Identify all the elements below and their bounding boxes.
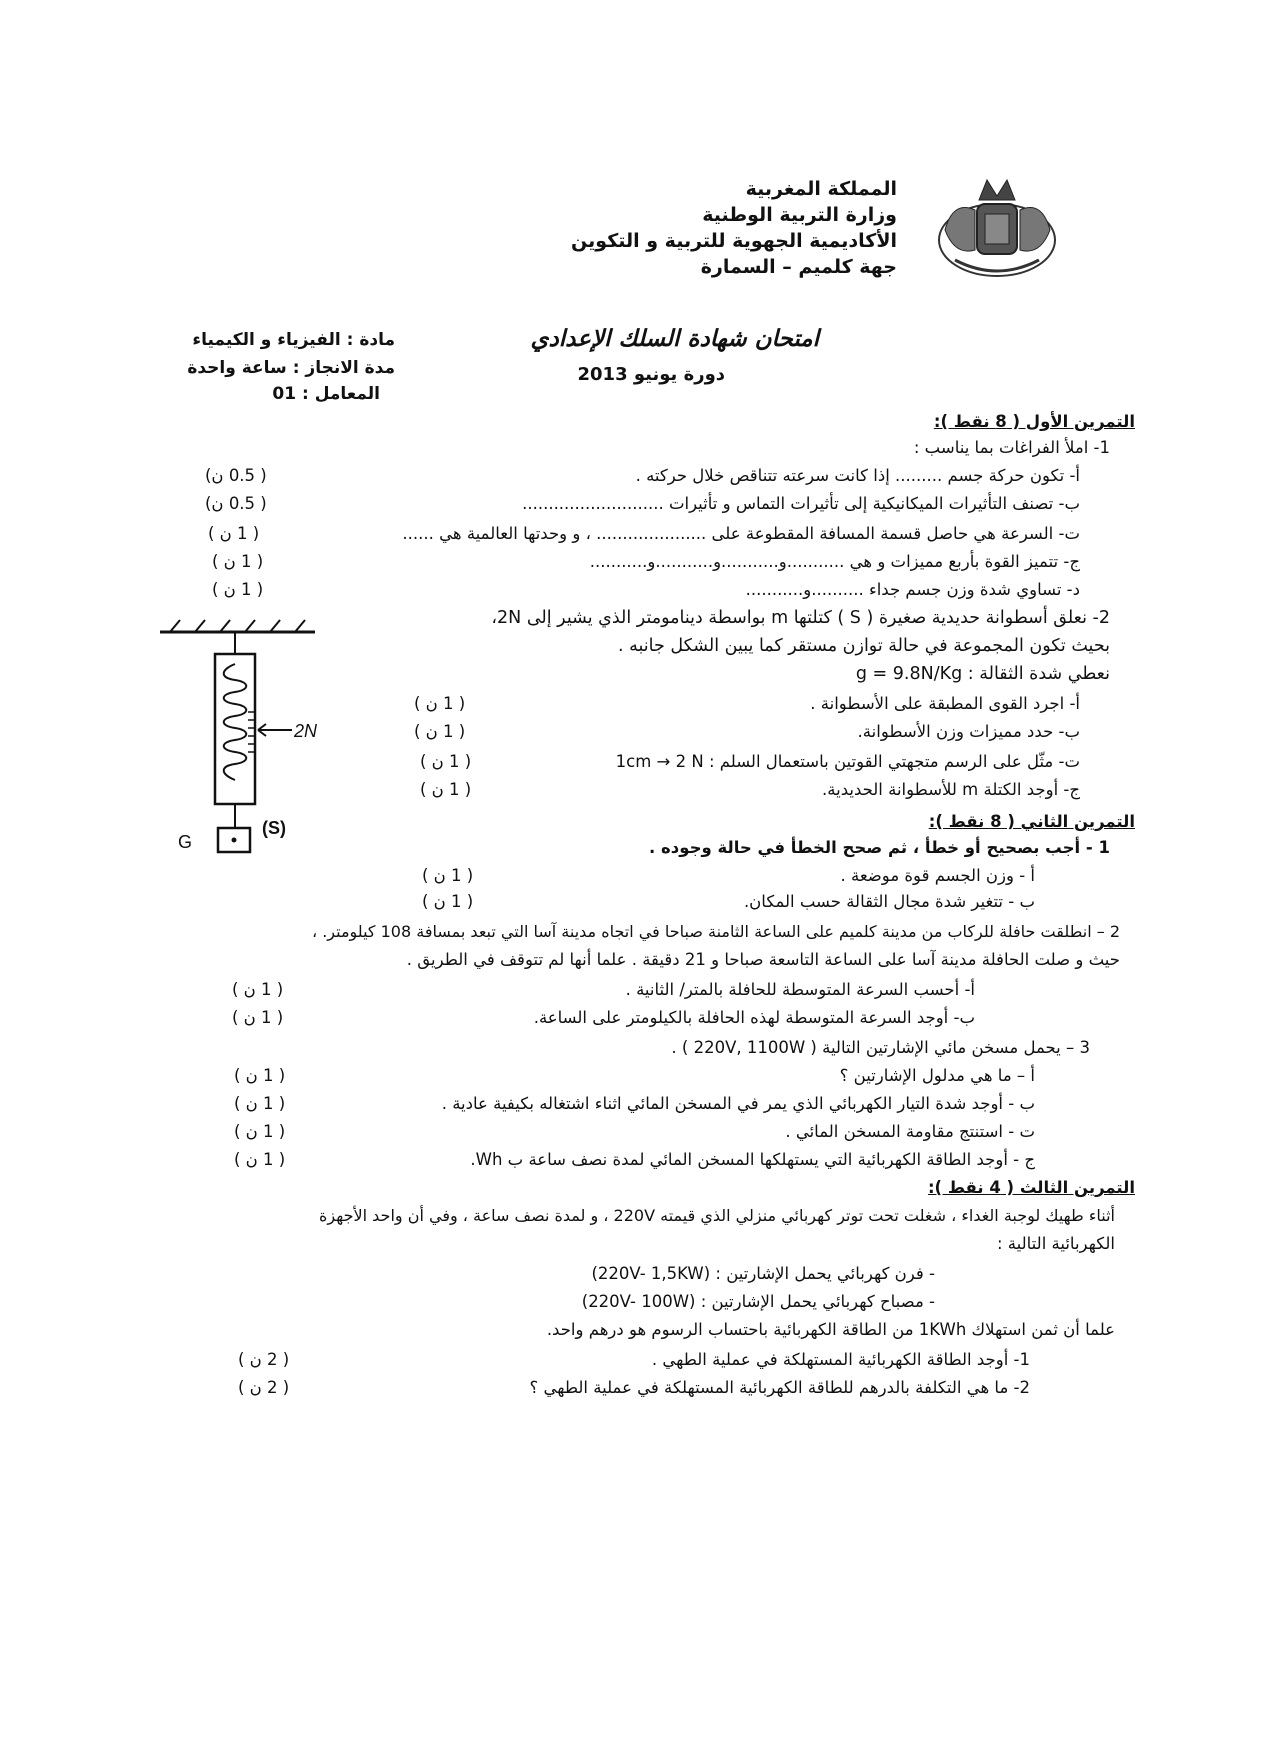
ex1-q1-b-points: ( 0.5 ن) <box>205 494 267 513</box>
ex2-q2-line1: 2 – انطلقت حافلة للركاب من مدينة كلميم على الساعة الثامنة صباحا في اتجاه مدينة آسا التي تبعد بمسافة 108 كيلومتر. ، <box>311 922 1120 941</box>
exam-subject: مادة : الفيزياء و الكيمياء <box>192 330 395 350</box>
ex3-q1: 1- أوجد الطاقة الكهربائية المستهلكة في عملية الطهي . <box>651 1350 1030 1369</box>
ex1-q2-d-points: ( 1 ن ) <box>420 780 472 799</box>
kingdom-emblem <box>935 170 1060 282</box>
ex2-q3-c: ت - استنتج مقاومة المسخن المائي . <box>785 1122 1035 1141</box>
ex2-q1-a-points: ( 1 ن ) <box>422 866 474 885</box>
exam-duration: مدة الانجاز : ساعة واحدة <box>187 358 395 378</box>
ex1-title: التمرين الأول ( 8 نقط ): <box>933 412 1135 431</box>
ex1-q2-given: نعطي شدة الثقالة : g = 9.8N/Kg <box>855 664 1110 684</box>
ex3-intro2: الكهربائية التالية : <box>997 1234 1115 1253</box>
ex1-q2-a: أ- اجرد القوى المطبقة على الأسطوانة . <box>810 694 1080 713</box>
ex3-note: علما أن ثمن استهلاك 1KWh من الطاقة الكهربائية باحتساب الرسوم هو درهم واحد. <box>546 1320 1115 1339</box>
header-kingdom: المملكة المغربية <box>745 178 897 200</box>
header-academy: الأكاديمية الجهوية للتربية و التكوين <box>571 230 897 252</box>
ex3-device-lamp: - مصباح كهربائي يحمل الإشارتين : (220V- 100W) <box>581 1292 935 1311</box>
ex1-q2-d: ج- أوجد الكتلة m للأسطوانة الحديدية. <box>822 780 1080 799</box>
ex1-q1-d: ج- تتميز القوة بأربع مميزات و هي ...........و...........و...........و........... <box>589 552 1080 571</box>
ex2-q2-line2: حيث و صلت الحافلة مدينة آسا على الساعة التاسعة صباحا و 21 دقيقة . علما أنها لم تتوقف في الطريق . <box>406 950 1120 969</box>
exam-title: امتحان شهادة السلك الإعدادي <box>530 326 819 352</box>
ex1-q2-c: ت- مثّل على الرسم متجهتي القوتين باستعمال السلم : 1cm → 2 N <box>615 752 1080 771</box>
ex2-q3-intro: 3 – يحمل مسخن مائي الإشارتين التالية ( 220V, 1100W ) . <box>671 1038 1090 1057</box>
figure-center-label: G <box>178 832 193 852</box>
ex1-q1-a-points: ( 0.5 ن) <box>205 466 267 485</box>
ex2-q3-b-points: ( 1 ن ) <box>234 1094 286 1113</box>
ex2-q3-a-points: ( 1 ن ) <box>234 1066 286 1085</box>
ex3-device-oven: - فرن كهربائي يحمل الإشارتين : (220V- 1,5KW) <box>591 1264 935 1283</box>
ex2-q2-a-points: ( 1 ن ) <box>232 980 284 999</box>
ex3-intro1: أثناء طهيك لوجبة الغداء ، شغلت تحت توتر كهربائي منزلي الذي قيمته 220V ، و لمدة نصف ساعة ، وفي أن واحد الأجهزة <box>319 1206 1115 1225</box>
ex1-q2-c-points: ( 1 ن ) <box>420 752 472 771</box>
ex3-q1-points: ( 2 ن ) <box>238 1350 290 1369</box>
ex2-q1-intro: 1 - أجب بصحيح أو خطأ ، ثم صحح الخطأ في حالة وجوده . <box>649 838 1110 857</box>
ex2-q3-b: ب - أوجد شدة التيار الكهربائي الذي يمر في المسخن المائي اثناء اشتغاله بكيفية عادية . <box>441 1094 1035 1113</box>
ex1-q2-line2: بحيث تكون المجموعة في حالة توازن مستقر كما يبين الشكل جانبه . <box>617 636 1110 656</box>
ex1-q2-b: ب- حدد مميزات وزن الأسطوانة. <box>857 722 1080 741</box>
ex1-q2-b-points: ( 1 ن ) <box>414 722 466 741</box>
ex1-q1-b: ب- تصنف التأثيرات الميكانيكية إلى تأثيرات التماس و تأثيرات ........................... <box>522 494 1080 513</box>
ex2-q1-a: أ - وزن الجسم قوة موضعة . <box>840 866 1035 885</box>
ex1-q1-c: ت- السرعة هي حاصل قسمة المسافة المقطوعة على ..................... ، و وحدتها العالمية هي ...... <box>402 524 1080 543</box>
dynamometer-figure <box>150 612 350 862</box>
header-region: جهة كلميم – السمارة <box>700 256 897 278</box>
ex1-q2-a-points: ( 1 ن ) <box>414 694 466 713</box>
ex1-q1-e: د- تساوي شدة وزن جسم جداء ..........و........... <box>745 580 1080 599</box>
ex1-q1-d-points: ( 1 ن ) <box>212 552 264 571</box>
ex1-q1-intro: 1- املأ الفراغات بما يناسب : <box>913 438 1110 457</box>
header-ministry: وزارة التربية الوطنية <box>702 204 897 226</box>
ex1-q1-a: أ- تكون حركة جسم ......... إذا كانت سرعته تتناقص خلال حركته . <box>635 466 1080 485</box>
ex2-q1-b-points: ( 1 ن ) <box>422 892 474 911</box>
ex2-q2-a: أ- أحسب السرعة المتوسطة للحافلة بالمتر/ الثانية . <box>625 980 975 999</box>
ex3-q2: 2- ما هي التكلفة بالدرهم للطاقة الكهربائية المستهلكة في عملية الطهي ؟ <box>529 1378 1030 1397</box>
ex2-q2-b-points: ( 1 ن ) <box>232 1008 284 1027</box>
figure-body-label: (S) <box>262 818 286 838</box>
ex2-q1-b: ب - تتغير شدة مجال الثقالة حسب المكان. <box>743 892 1035 911</box>
ex2-q3-d: ج - أوجد الطاقة الكهربائية التي يستهلكها المسخن المائي لمدة نصف ساعة ب Wh. <box>470 1150 1035 1169</box>
figure-force-label: 2N <box>294 721 318 741</box>
ex3-q2-points: ( 2 ن ) <box>238 1378 290 1397</box>
ex3-title: التمرين الثالث ( 4 نقط ): <box>927 1178 1135 1197</box>
exam-session: دورة يونيو 2013 <box>577 364 725 385</box>
exam-coefficient: المعامل : 01 <box>272 384 380 404</box>
ex2-title: التمرين الثاني ( 8 نقط ): <box>928 812 1135 831</box>
ex1-q1-c-points: ( 1 ن ) <box>208 524 260 543</box>
ex1-q2-line1: 2- نعلق أسطوانة حديدية صغيرة ( S ) كتلتها m بواسطة دينامومتر الذي يشير إلى 2N، <box>491 608 1110 628</box>
ex1-q1-e-points: ( 1 ن ) <box>212 580 264 599</box>
ex2-q2-b: ب- أوجد السرعة المتوسطة لهذه الحافلة بالكيلومتر على الساعة. <box>533 1008 975 1027</box>
ex2-q3-a: أ – ما هي مدلول الإشارتين ؟ <box>839 1066 1035 1085</box>
ex2-q3-d-points: ( 1 ن ) <box>234 1150 286 1169</box>
ex2-q3-c-points: ( 1 ن ) <box>234 1122 286 1141</box>
